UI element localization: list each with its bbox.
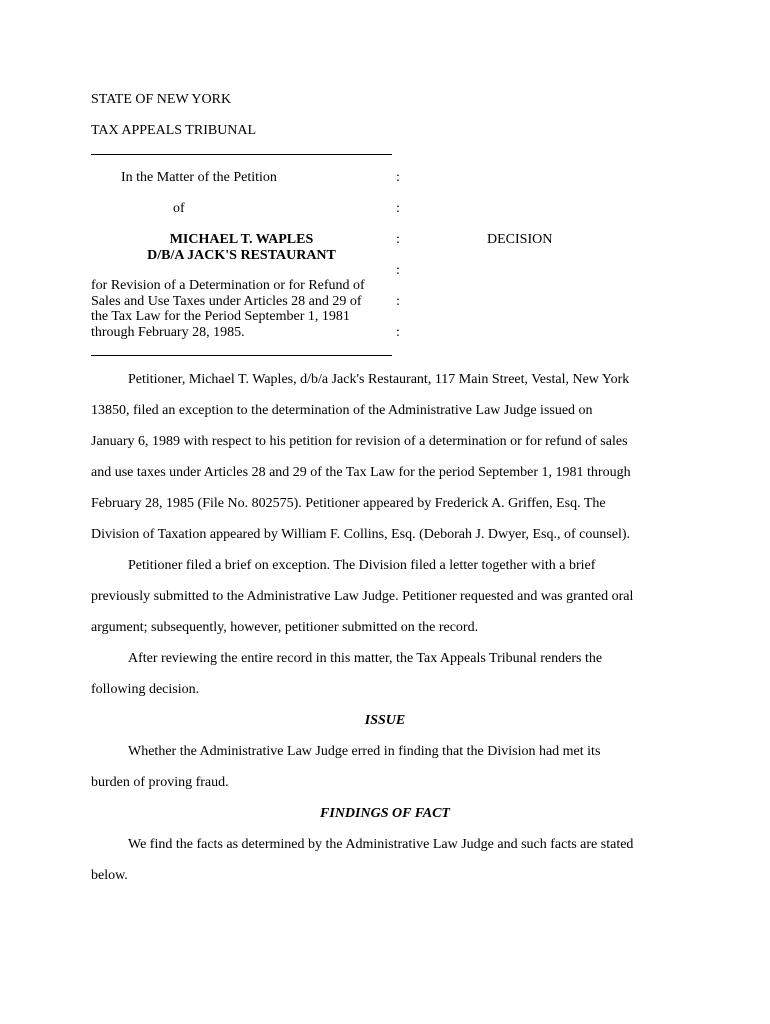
decision-title: DECISION bbox=[487, 232, 553, 247]
body-text-line: 13850, filed an exception to the determination of the Administrative Law Judge issued on bbox=[91, 403, 593, 418]
of-line: of bbox=[173, 201, 185, 216]
caption-colon: : bbox=[396, 263, 400, 278]
matter-line: In the Matter of the Petition bbox=[121, 170, 277, 185]
body-text-line: below. bbox=[91, 868, 128, 883]
petitioner-name-line: MICHAEL T. WAPLES bbox=[169, 232, 314, 247]
body-text-line: Division of Taxation appeared by William F. Collins, Esq. (Deborah J. Dwyer, Esq., of counsel). bbox=[91, 527, 631, 542]
body-text-line: Petitioner, Michael T. Waples, d/b/a Jack's Restaurant, 117 Main Street, Vestal, New York bbox=[128, 372, 630, 387]
body-text-line: burden of proving fraud. bbox=[91, 775, 229, 790]
body-text-line: February 28, 1985 (File No. 802575). Petitioner appeared by Frederick A. Griffen, Esq. The bbox=[91, 496, 606, 511]
body-text-line: Whether the Administrative Law Judge erred in finding that the Division had met its bbox=[128, 744, 601, 759]
body-text-line: January 6, 1989 with respect to his petition for revision of a determination or for refund of sales bbox=[91, 434, 628, 449]
body-text-line: following decision. bbox=[91, 682, 200, 697]
caption-colon: : bbox=[396, 201, 400, 216]
caption-colon: : bbox=[396, 232, 400, 247]
tribunal-heading: TAX APPEALS TRIBUNAL bbox=[91, 123, 257, 138]
petitioner-dba-line: D/B/A JACK'S RESTAURANT bbox=[147, 248, 336, 263]
caption-top-rule bbox=[91, 154, 392, 155]
revision-line: Sales and Use Taxes under Articles 28 and 29 of bbox=[91, 293, 362, 309]
body-text-line: Petitioner filed a brief on exception. The Division filed a letter together with a brief bbox=[128, 558, 596, 573]
caption-bottom-rule bbox=[91, 355, 392, 356]
revision-description bbox=[91, 278, 391, 340]
body-text-line: previously submitted to the Administrative Law Judge. Petitioner requested and was granted oral bbox=[91, 589, 634, 604]
issue-heading: ISSUE bbox=[364, 713, 406, 728]
revision-line: the Tax Law for the Period September 1, 1981 bbox=[91, 309, 350, 324]
revision-line: for Revision of a Determination or for Refund of bbox=[91, 278, 365, 293]
body-text-line: argument; subsequently, however, petitioner submitted on the record. bbox=[91, 620, 479, 635]
body-text-line: After reviewing the entire record in this matter, the Tax Appeals Tribunal renders the bbox=[128, 651, 603, 666]
body-text-line: and use taxes under Articles 28 and 29 of the Tax Law for the period September 1, 1981 through bbox=[91, 465, 631, 480]
findings-heading: FINDINGS OF FACT bbox=[320, 806, 450, 821]
revision-line: through February 28, 1985. bbox=[91, 324, 245, 340]
petitioner-name bbox=[91, 232, 392, 264]
body-text-line: We find the facts as determined by the Administrative Law Judge and such facts are stated bbox=[128, 837, 634, 852]
state-heading: STATE OF NEW YORK bbox=[91, 92, 232, 107]
caption-colon: : bbox=[396, 325, 400, 340]
caption-colon: : bbox=[396, 294, 400, 309]
caption-colon: : bbox=[396, 170, 400, 185]
